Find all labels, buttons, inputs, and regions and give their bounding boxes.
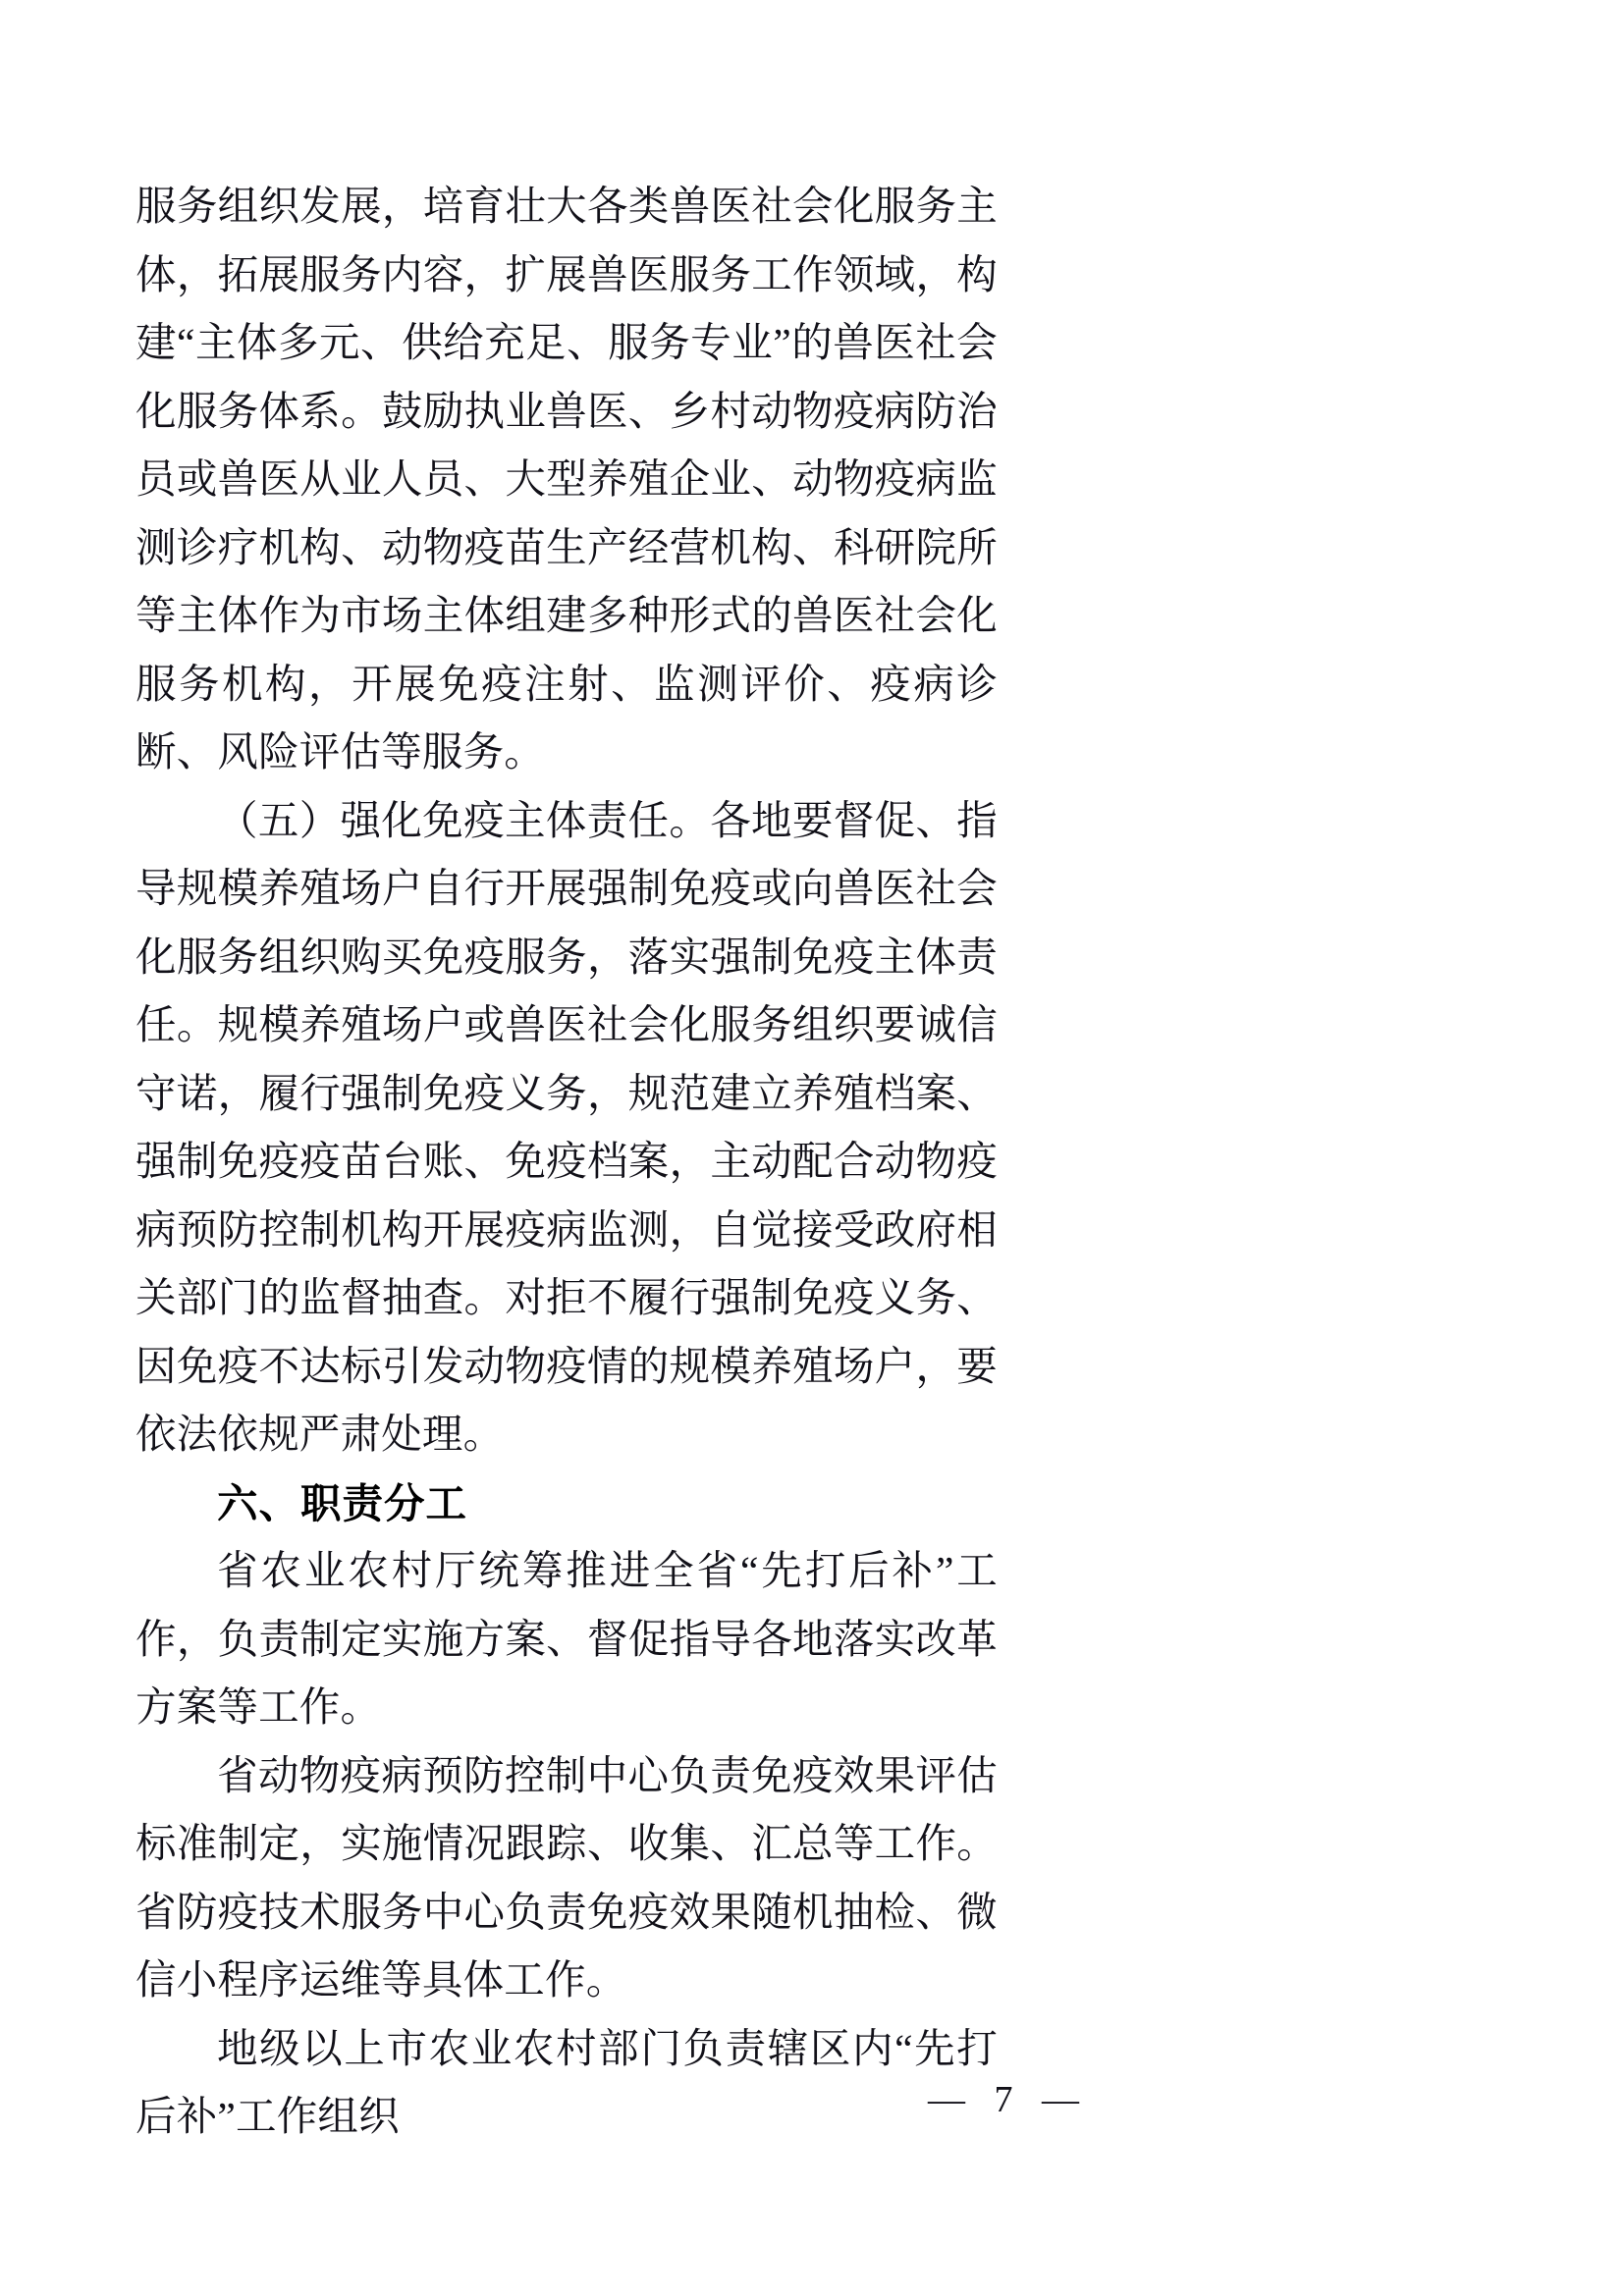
paragraph-item-five-immunization-responsibility: （五）强化免疫主体责任。各地要督促、指导规模养殖场户自行开展强制免疫或向兽医社会化服务组织购买免疫服务，落实强制免疫主体责任。规模养殖场户或兽医社会化服务组织要诚信守诺，履行强制免疫义务，规范建立养殖档案、强制免疫疫苗台账、免疫档案，主动配合动物疫病预防控制机构开展疫病监测，自觉接受政府相关部门的监督抽查。对拒不履行强制免疫义务、因免疫不达标引发动物疫情的规模养殖场户，要依法依规严肃处理。 — [135, 797, 998, 1457]
page-number: — 7 — — [928, 2079, 1089, 2120]
heading-section-six: 六、职责分工 — [217, 1478, 468, 1527]
page-footer — [0, 2076, 1624, 2123]
paragraph-provincial-disease-control-center: 省动物疫病预防控制中心负责免疫效果评估标准制定，实施情况跟踪、收集、汇总等工作。省防疫技术服务中心负责免疫效果随机抽检、微信小程序运维等具体工作。 — [135, 1752, 998, 2002]
paragraph-veterinary-service-organizations: 服务组织发展，培育壮大各类兽医社会化服务主体，拓展服务内容，扩展兽医服务工作领域，构建“主体多元、供给充足、服务专业”的兽医社会化服务体系。鼓励执业兽医、乡村动物疫病防治员或兽医从业人员、大型养殖企业、动物疫病监测诊疗机构、动物疫苗生产经营机构、科研院所等主体作为市场主体组建多种形式的兽医社会化服务机构，开展免疫注射、监测评价、疫病诊断、风险评估等服务。 — [135, 184, 998, 774]
paragraph-provincial-agriculture-department: 省农业农村厅统筹推进全省“先打后补”工作，负责制定实施方案、督促指导各地落实改革方案等工作。 — [135, 1548, 998, 1730]
paragraph-prefecture-level-departments: 地级以上市农业农村部门负责辖区内“先打后补”工作组织 — [135, 2025, 998, 2139]
document-body — [135, 173, 998, 2152]
